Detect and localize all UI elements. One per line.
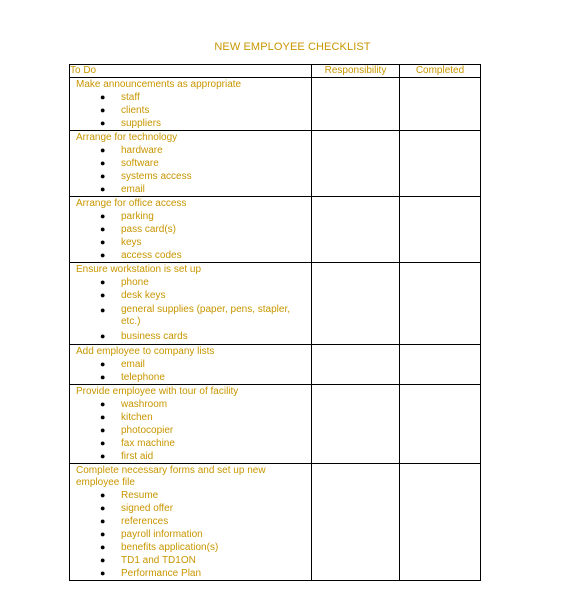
- todo-cell: [70, 131, 312, 197]
- task-heading: Ensure workstation is set up: [76, 264, 202, 275]
- list-item: [70, 157, 311, 170]
- bullet-icon: ●: [100, 171, 106, 181]
- responsibility-column-header: Responsibility: [312, 65, 400, 78]
- document-title: NEW EMPLOYEE CHECKLIST: [214, 41, 371, 53]
- item-label: keys: [121, 237, 142, 248]
- bullet-icon: ●: [100, 224, 106, 234]
- item-list: [70, 210, 311, 262]
- bullet-icon: ●: [100, 145, 106, 155]
- bullet-icon: ●: [100, 542, 106, 552]
- item-label: photocopier: [121, 425, 174, 436]
- item-list: [70, 276, 311, 343]
- item-label: systems access: [121, 171, 192, 182]
- list-item: [70, 223, 311, 236]
- bullet-icon: ●: [100, 568, 106, 578]
- item-label: telephone: [121, 372, 165, 383]
- bullet-icon: ●: [100, 290, 106, 300]
- item-label: signed offer: [121, 503, 174, 514]
- item-list: [70, 358, 311, 384]
- item-label: Performance Plan: [121, 568, 202, 579]
- completed-cell[interactable]: [400, 345, 481, 385]
- list-item: [70, 567, 311, 580]
- item-label: fax machine: [121, 438, 175, 449]
- bullet-icon: ●: [100, 359, 106, 369]
- responsibility-cell[interactable]: [312, 78, 400, 131]
- task-heading: Arrange for technology: [76, 132, 178, 143]
- list-item: [70, 170, 311, 183]
- item-label: desk keys: [121, 290, 166, 301]
- item-label: Resume: [121, 490, 159, 501]
- list-item: [70, 398, 311, 411]
- item-label: benefits application(s): [121, 542, 219, 553]
- item-label: email: [121, 359, 145, 370]
- todo-cell: [70, 464, 312, 581]
- checklist-row: [70, 385, 481, 464]
- bullet-icon: ●: [100, 412, 106, 422]
- item-label: software: [121, 158, 159, 169]
- list-item: [70, 289, 311, 302]
- bullet-icon: ●: [100, 250, 106, 260]
- checklist-row: [70, 78, 481, 131]
- checklist-row: [70, 197, 481, 263]
- list-item: [70, 502, 311, 515]
- list-item: [70, 541, 311, 554]
- bullet-icon: ●: [100, 529, 106, 539]
- list-item: [70, 302, 311, 330]
- item-label: payroll information: [121, 529, 203, 540]
- item-list: [70, 144, 311, 196]
- completed-cell[interactable]: [400, 464, 481, 581]
- list-item: [70, 515, 311, 528]
- list-item: [70, 411, 311, 424]
- completed-cell[interactable]: [400, 385, 481, 464]
- list-item: [70, 358, 311, 371]
- list-item: [70, 371, 311, 384]
- todo-cell: [70, 263, 312, 345]
- bullet-icon: ●: [100, 118, 106, 128]
- bullet-icon: ●: [100, 305, 106, 315]
- item-label: clients: [121, 105, 150, 116]
- bullet-icon: ●: [100, 425, 106, 435]
- item-label: business cards: [121, 331, 188, 342]
- list-item: [70, 91, 311, 104]
- item-list: [70, 398, 311, 463]
- checklist-row: [70, 131, 481, 197]
- todo-cell: [70, 78, 312, 131]
- item-label: access codes: [121, 250, 182, 261]
- item-label: washroom: [121, 399, 168, 410]
- item-label: pass card(s): [121, 224, 177, 235]
- bullet-icon: ●: [100, 503, 106, 513]
- task-heading: Make announcements as appropriate: [76, 79, 242, 90]
- bullet-icon: ●: [100, 399, 106, 409]
- list-item: [70, 450, 311, 463]
- responsibility-cell[interactable]: [312, 131, 400, 197]
- responsibility-cell[interactable]: [312, 464, 400, 581]
- bullet-icon: ●: [100, 372, 106, 382]
- item-label: general supplies (paper, pens, stapler, etc.): [121, 304, 290, 327]
- bullet-icon: ●: [100, 555, 106, 565]
- task-heading: Arrange for office access: [76, 198, 187, 209]
- item-list: [70, 489, 311, 580]
- item-label: email: [121, 184, 145, 195]
- list-item: [70, 249, 311, 262]
- list-item: [70, 424, 311, 437]
- list-item: [70, 528, 311, 541]
- responsibility-cell[interactable]: [312, 385, 400, 464]
- bullet-icon: ●: [100, 516, 106, 526]
- item-label: TD1 and TD1ON: [121, 555, 196, 566]
- item-label: references: [121, 516, 169, 527]
- bullet-icon: ●: [100, 158, 106, 168]
- checklist-row: [70, 345, 481, 385]
- item-label: phone: [121, 277, 149, 288]
- task-heading: Provide employee with tour of facility: [76, 386, 239, 397]
- bullet-icon: ●: [100, 92, 106, 102]
- completed-cell[interactable]: [400, 197, 481, 263]
- checklist-row: [70, 464, 481, 581]
- responsibility-cell[interactable]: [312, 345, 400, 385]
- bullet-icon: ●: [100, 184, 106, 194]
- header-row: [70, 65, 481, 78]
- bullet-icon: ●: [100, 490, 106, 500]
- bullet-icon: ●: [100, 237, 106, 247]
- completed-cell[interactable]: [400, 263, 481, 345]
- list-item: [70, 104, 311, 117]
- list-item: [70, 183, 311, 196]
- bullet-icon: ●: [100, 277, 106, 287]
- list-item: [70, 117, 311, 130]
- todo-cell: [70, 197, 312, 263]
- responsibility-cell[interactable]: [312, 197, 400, 263]
- item-label: hardware: [121, 145, 163, 156]
- list-item: [70, 437, 311, 450]
- todo-cell: [70, 385, 312, 464]
- list-item: [70, 276, 311, 289]
- checklist-table: [69, 64, 481, 581]
- bullet-icon: ●: [100, 105, 106, 115]
- bullet-icon: ●: [100, 438, 106, 448]
- bullet-icon: ●: [100, 331, 106, 341]
- list-item: [70, 210, 311, 223]
- completed-column-header: Completed: [400, 65, 481, 78]
- todo-column-header: To Do: [70, 65, 312, 78]
- task-heading: Complete necessary forms and set up new employee file: [76, 465, 266, 488]
- bullet-icon: ●: [100, 451, 106, 461]
- item-label: suppliers: [121, 118, 162, 129]
- list-item: [70, 554, 311, 567]
- item-list: [70, 91, 311, 130]
- list-item: [70, 330, 311, 343]
- item-label: parking: [121, 211, 154, 222]
- checklist-row: [70, 263, 481, 345]
- item-label: kitchen: [121, 412, 153, 423]
- list-item: [70, 144, 311, 157]
- list-item: [70, 236, 311, 249]
- list-item: [70, 489, 311, 502]
- responsibility-cell[interactable]: [312, 263, 400, 345]
- item-label: staff: [121, 92, 140, 103]
- completed-cell[interactable]: [400, 131, 481, 197]
- bullet-icon: ●: [100, 211, 106, 221]
- todo-cell: [70, 345, 312, 385]
- item-label: first aid: [121, 451, 154, 462]
- task-heading: Add employee to company lists: [76, 346, 215, 357]
- completed-cell[interactable]: [400, 78, 481, 131]
